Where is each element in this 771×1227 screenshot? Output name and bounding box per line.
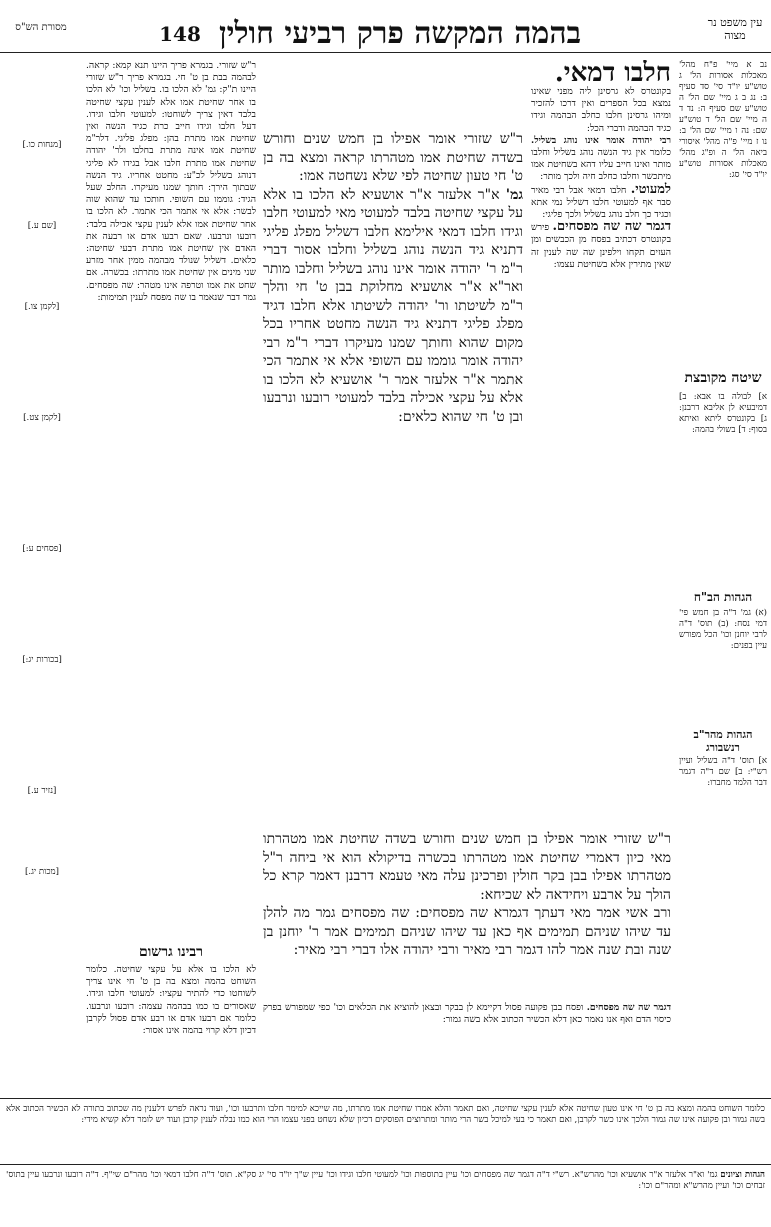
tosafot-text-1: בקונטרס לא גרסינן ליה מפני שאינו נמצא בכל הספרים ואין דרכו להזכיר ומיהו גרסינן חלבו כחלב הבהמה וגידו כגיד הבהמה ודברי הכל: [531, 86, 671, 134]
masoret-note: [נזיר ע.] [27, 786, 57, 796]
hagahot-divider [0, 1164, 771, 1165]
masoret-note: [לקמן צו.] [24, 302, 60, 312]
bottom-commentary-text: כלומר השוחט בהמה ומצא בה בן ט' חי אינו טעון שחיטה אלא לענין עקצי שחיטה, ואם תאמר והלא אמרו שחיטת אמו מתרתו, מה שייכא למימר חלבו ותרבעו וכו', ועוד נראה לפרש דלענין מה שכתוב בתורה לא הכשיר הכתוב אלא בשה גמור ובן פקועה אינו שה גמור הלכך אינו כשר לקרבן, ואם תאמר כי בעי למיכל בשר הרי מותר ומתרוצים הפוסקים דכיון שלא נשחט בפני עצמו הרי הוא כמו נבלה לענין קרבן ועוד יש לומר דלא קשיא מידי: [6, 1104, 765, 1126]
hagahot-vetziyunim [6, 1170, 765, 1222]
page-title: בהמה המקשה פרק רביעי חולין [218, 16, 582, 51]
masoret-note: [מנחות כו.] [22, 140, 62, 150]
shita-mekubetzet-column [679, 392, 767, 582]
gemara-continuation [263, 830, 671, 1000]
hagahot-habach-text: (א) גמ' ד"ה בן חמש פי' דמי נסח: (ב) תוס' ד"ה לרבי יוחנן וכו' הכל מפורש עיין בפנים: [679, 608, 767, 651]
masoret-note: [בכורות יג:] [22, 655, 62, 665]
tosafot-text-3: חלבו דמאי אבל רבי מאיר סבר אף למעוטי חלבו דשליל נמי אתא וכגיד כך חלב נוהג בשליל ולכך פליגי: [531, 184, 671, 221]
rabbenu-gershom-column [86, 964, 256, 1094]
mishna-bottom [263, 1002, 671, 1082]
gemara-text-3: ורב אשי אמר מאי דעתך דגמרא שה מפסחים: שה מפסחים גמר מה להלן עד שיהו שניהם תמימים אף כאן עד שיהו שניהם תמימים אמר ר' יוחנן בן שנה ובת שנה אמר להו דגמר רבי מאיר ורבי יהודה אלו דברי רבי מאיר: [263, 905, 671, 958]
ein-mishpat-label: עין משפט נר מצוה [707, 16, 763, 42]
bottom-divider [0, 1098, 771, 1099]
gemara-column [263, 130, 523, 830]
masoret-note: [שם ע.] [27, 221, 57, 231]
shita-mekubetzet-heading: שיטה מקובצת [684, 370, 762, 386]
masoret-note: [מכות יג.] [25, 867, 59, 877]
hagahot-vetziyunim-text: גמ' וא"ר אלעזר א"ר אושעיא וכו' מהרש"א. רש"י ד"ה דגמר שה מפסחים וכו' עיין בתוספות וכו' למעוטי חלבו וגידו וכו' עיין ש"ך יו"ד סי' יג סק"א. תוס' ד"ה חלבו דמאי וכו' מהר"ם שי"ף. ד"ה רובעו ונרבעו עיין בתוס' זבחים וכו' ועיין מהרש"א ומהר"ם וכו': [6, 1170, 765, 1192]
masoret-notes [2, 140, 82, 1040]
hagahot-maharab-heading: הגהות מהר"ב רנשבורג [693, 728, 753, 754]
tosafot-dibur-4: דגמר שה שה מפסחים. [552, 219, 671, 235]
rabbenu-gershom-text: לא הלכו בו אלא על עקצי שחיטה. כלומר השוחט בהמה ומצא בה בן ט' חי אינו צריך לשוחטו כדי להתיר עקציו: למעוטי חלבו וגידו. שאסורים בו כמו בבהמה עצמה: רובעו ונרבעו. כלומר אם רבעו אדם או רבע אדם פסול לקרבן דכיון דלא קרוי בהמה אינו אסור: [86, 964, 256, 1037]
mishna-bottom-text: ופסח בבן פקועה פסול דקיימא לן בבקר ובצאן להוציא את הכלאים וכו' כפי שמפורש בפרק כיסוי הדם ואף אנו נאמר כאן דלא הכשיר הכתוב אלא בשה גמור: [263, 1002, 671, 1026]
gemara-text-1: א"ר אלעזר א"ר אושעיא לא הלכו בו אלא על עקצי שחיטה בלבד למעוטי מאי למעוטי חלבו וגידו חלבו דמאי אילימא חלבו דשליל מפלג פליגי דתניא גיד הנשה נוהג בשליל וחלבו אסור דברי ר"מ ר' יהודה אומר אינו נוהג בשליל וחלבו מותר ואר"א א"ר אושעיא מחלוקת בבן ט' חי והלך ר"מ לשיטתו ור' יהודה לשיטתו אלא חלבו דגיד מפלג פליגי דתניא גיד הנשה מחטט אחריו בכל מקום שהוא וחותך שמנו מעיקרו דברי ר"מ רבי יהודה אומר גוממו עם השופי אלא אי אתמר הכי אתמר א"ר אלעזר אמר ר' אושעיא לא הלכו בו אלא על עקצי אכילה בלבד למעוטי רובעו ונרבעו ובן ט' חי שהוא כלאים: [263, 186, 523, 425]
ein-mishpat-column [679, 60, 767, 360]
header-divider [0, 52, 771, 53]
opening-word: חלבו דמאי. [554, 60, 671, 88]
bottom-commentary [6, 1104, 765, 1160]
tosafot-dibur-3: למעוטי. [630, 181, 671, 197]
gemara-label: גמ' [505, 186, 523, 203]
masoret-note: [לקמן צט.] [23, 413, 61, 423]
rashi-text: ר"ש שזורי. בגמרא פריך היינו תנא קמא: קראה. לבהמה בבת בן ט' חי. בגמרא פריך ר"ש שזורי היינו ת"ק: גמ' לא הלכו בו. בשליל וכו' לא הלכו בו אחר שחיטת אמו אלא לענין עקצי שחיטה בלבד דאין צריך לשוחטו: למעוטי חלבו וגידו. דעל חלבו וגידו חייב כרת כגיד הנשה ואין שחיטת אמו מתרת בהן: מפלג פליגי. דלר"מ שחיטת אמו אינה מתרת בחלבו ולר' יהודה שחיטת אמו מתרת חלבו אבל בגידו לא פליגי דנוהג בשליל לכ"ע: מחטט אחריו. גיד הנשה שבתוך הירך: חותך שמנו מעיקרו. החלב שעל הגיד: גוממו עם השופי. חותכו עד שהוא שוה לבשר: אלא אי אתמר הכי אתמר. לא הלכו בו אחר שחיטת אמו אלא לענין עקצי אכילה בלבד: רובעו ונרבעו. שאם רבעו אדם או רבעה את האדם אין שחיטת אמו מתרת דבעי שחיטה: כלאים. דשליל שנולד מבהמה ממין אחר מזרע שני מינים אין שחיטת אמו מתרתו: בכשרה. אם שחט את אמו וטרפה אינו מטהר: שה מפסחים. גמר דבר שנאמר בו שה מפסח לענין תמימות: [86, 60, 256, 303]
tosafot-text-4: פירש בקונטרס דכתיב בפסח מן הכבשים ומן העזים תקחו וילפינן שה שה לענין זה שאין מתירין אלא בשחיטת עצמו: [531, 222, 671, 270]
hagahot-habach-column [679, 608, 767, 718]
hagahot-vetziyunim-label: הגהות וציונים [720, 1170, 765, 1180]
masoret-hashas-label: מסורת הש"ס [15, 22, 67, 33]
masoret-note: [פסחים ע:] [22, 544, 62, 554]
hagahot-maharab-text: א] תוס' ד"ה בשליל ועיין רש"י: ב] שם ד"ה דגמר דבר הלמד מחברו: [679, 756, 767, 788]
tosafot-dibur-2: רבי יהודה אומר אינו נוהג בשליל. [531, 134, 671, 146]
hagahot-maharab-column [679, 756, 767, 1056]
gemara-text-2: ר"ש שזורי אומר אפילו בן חמש שנים וחורש בשדה שחיטת אמו מטהרתו מאי כיון דאמרי שחיטת אמו מטהרתו בכשרה בדיקולא הוא אי ביחה ר"ל מטהרתו אפילו בבן בקר חולין ופרכינן עלה מאי טעמא דרבנן דאמר קרא כל הולך על ארבע ויחידאה לא שכיחא: [263, 831, 671, 903]
ein-mishpat-text: נב א מיי' פ"ח מהל' מאכלות אסורות הל' ג טוש"ע יו"ד סי' סד סעיף ב: נג ב ג מיי' שם הל' ה טוש"ע שם סעיף ה: נד ד ה מיי' שם הל' ד טוש"ע שם: נה ו מיי' שם הל' ב: נו ז מיי' פ"ה מהל' איסורי ביאה הל' ה ופ"ג מהל' מאכלות אסורות טוש"ע יו"ד סי' סג: [679, 60, 767, 180]
tosafot-text-2: כלומר אין גיד הנשה נוהג בשליל וחלבו מותר ואינו חייב עליו דהא בשחיטת אמו מיתכשר וחלבו כחלב חיה ולכך מותר: [531, 147, 671, 183]
hagahot-habach-heading: הגהות הב"ח [693, 590, 753, 604]
tosafot-column [531, 60, 671, 800]
mishna-dibur: דגמר שה שה מפסחים. [586, 1002, 671, 1013]
shita-mekubetzet-text: א] לבולה בו אבא: ב] דמיבעיא לן אליבא דרבנן: ג] בקונטרס ליתא ואיתא בסוף: ד] בשולי בהמה: [679, 392, 767, 435]
rashi-column [86, 60, 256, 940]
mishna-intro: ר"ש שזורי אומר אפילו בן חמש שנים וחורש בשדה שחיטת אמו מטהרתו קראה ומצא בה בן ט' חי טעון שחיטה לפי שלא נשחטה אמו: [263, 131, 523, 184]
rabbenu-gershom-heading: רבינו גרשום [138, 944, 204, 960]
page-number: 148 [159, 22, 201, 46]
